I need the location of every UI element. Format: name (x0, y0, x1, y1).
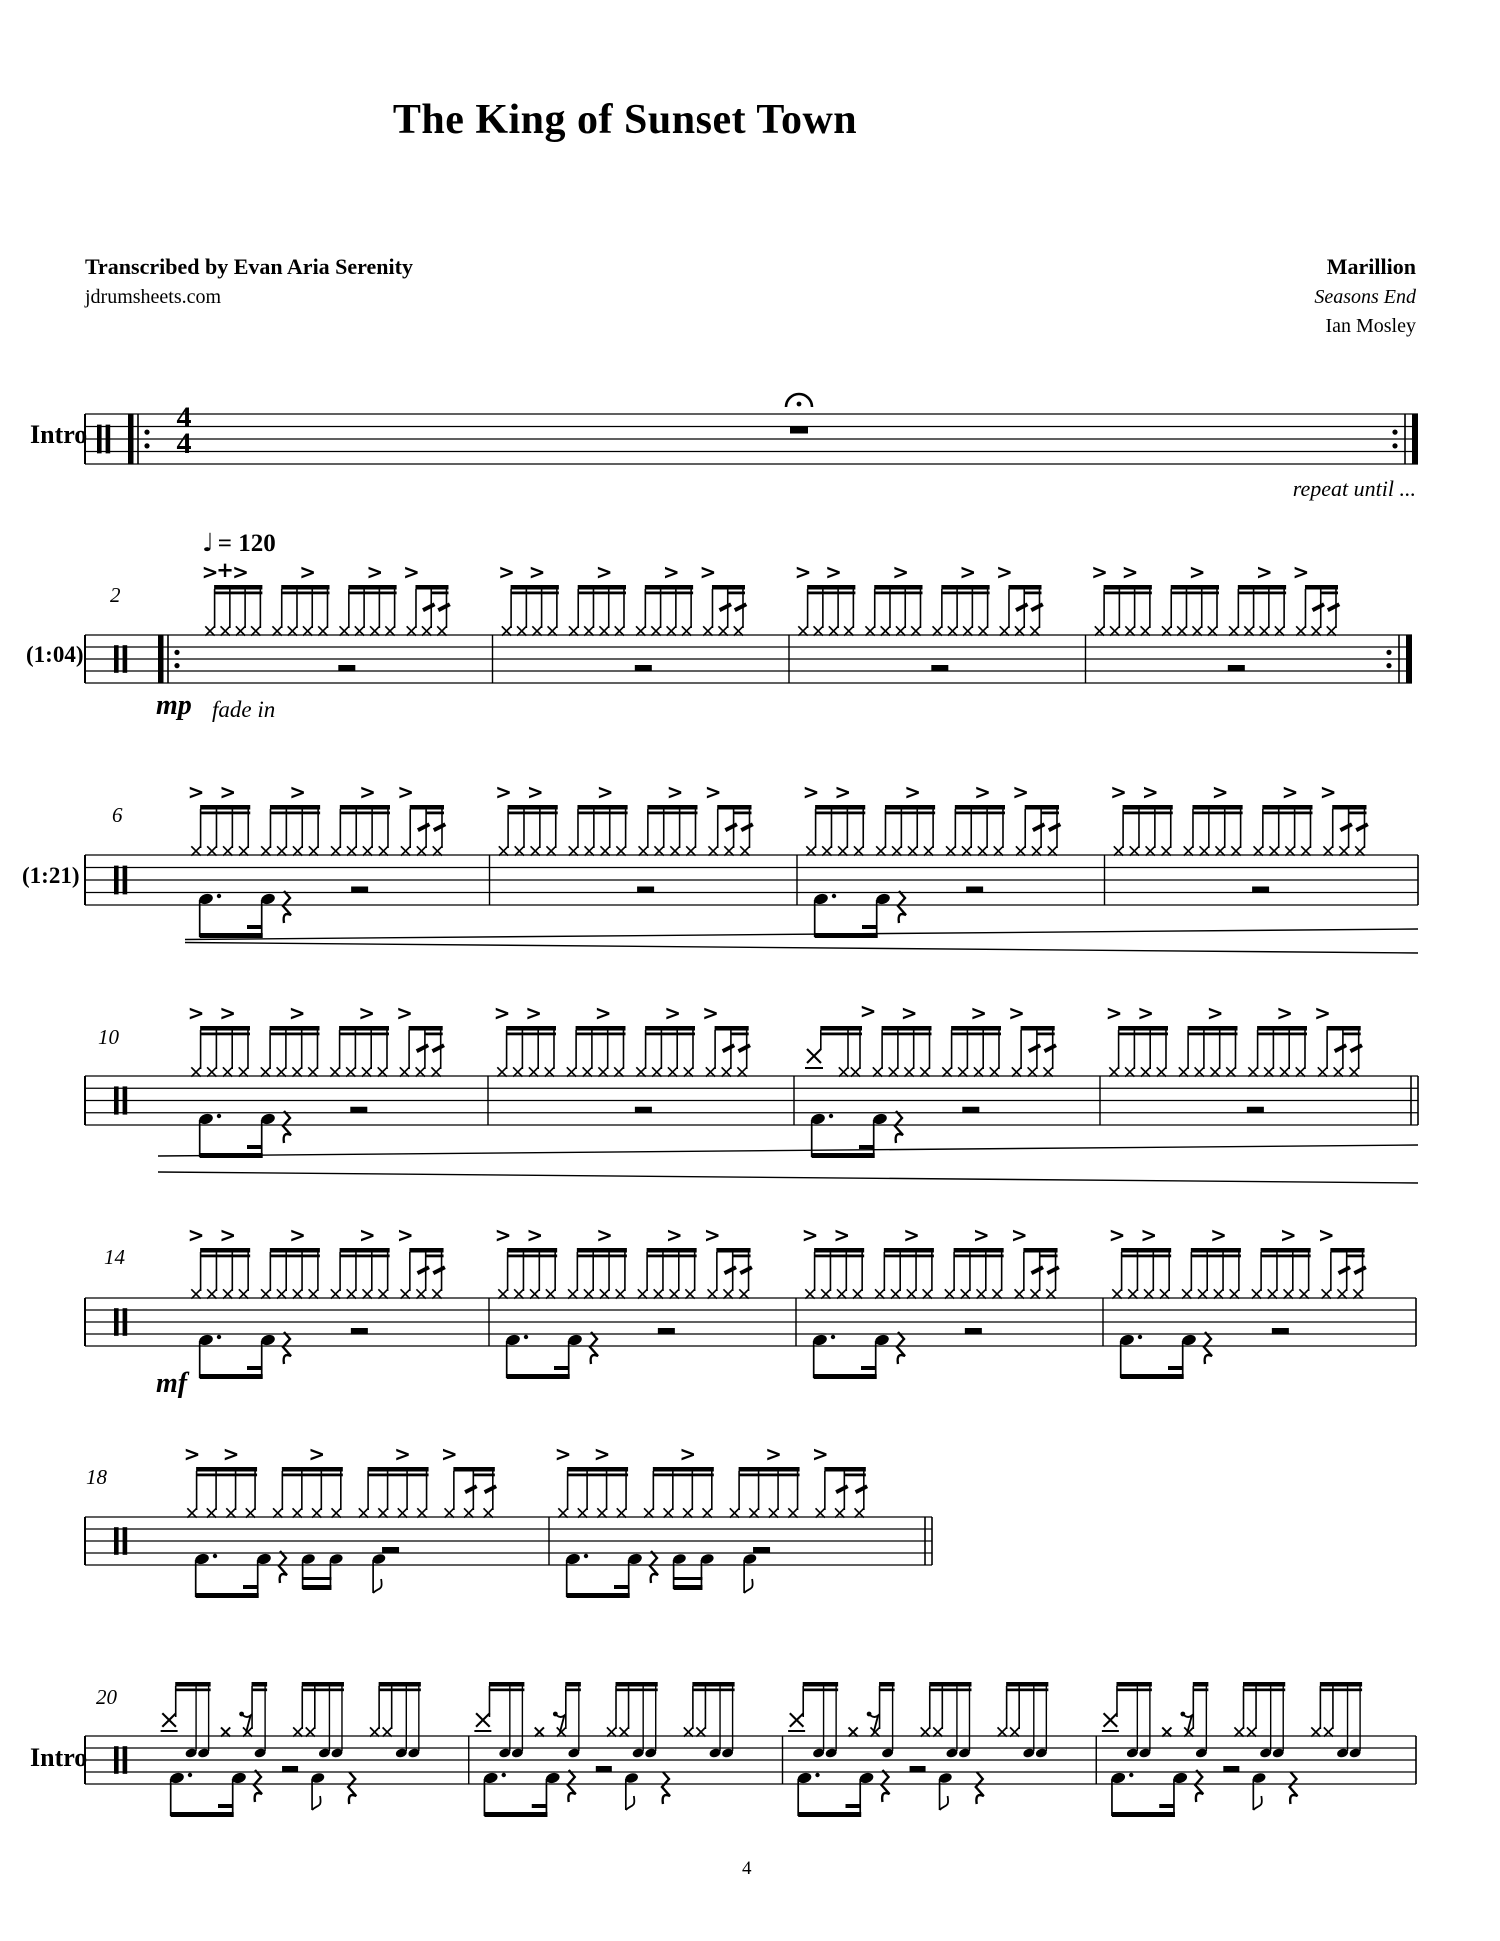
svg-text:>: > (825, 560, 842, 584)
svg-text:>: > (801, 1223, 819, 1247)
svg-text:>: > (554, 1442, 572, 1466)
dynamic-mf: mf (156, 1368, 188, 1399)
svg-text:>: > (699, 560, 717, 584)
timestamp-label-121: (1:21) (22, 863, 80, 888)
section-label-intro-2: Intro (30, 1743, 88, 1772)
svg-text:>: > (995, 560, 1013, 584)
svg-text:>: > (359, 780, 376, 804)
dynamic-mp: mp (156, 690, 192, 721)
intro-line-2-notation (85, 1682, 1416, 1817)
svg-text:>: > (187, 1223, 205, 1247)
svg-text:>: > (1314, 1001, 1331, 1025)
svg-text:>: > (1108, 1223, 1126, 1247)
svg-text:>: > (1279, 1223, 1297, 1247)
line-m18-notation (85, 1442, 932, 1598)
svg-text:>: > (1012, 780, 1030, 804)
svg-text:>: > (394, 1442, 411, 1466)
svg-text:>: > (702, 1001, 719, 1025)
credit-artist: Marillion (1326, 254, 1416, 279)
svg-text:>: > (666, 780, 684, 804)
svg-text:>: > (595, 560, 613, 584)
svg-text:>: > (833, 1223, 851, 1247)
measure-number-18: 18 (86, 1465, 107, 1489)
svg-text:>: > (288, 1001, 306, 1025)
svg-text:>: > (222, 1442, 240, 1466)
svg-text:>: > (703, 1223, 721, 1247)
tempo-note-icon: ♩ (202, 528, 214, 557)
svg-text:>: > (1317, 1223, 1335, 1247)
svg-text:>: > (900, 1001, 918, 1025)
svg-text:>: > (802, 780, 820, 804)
time-signature-bottom: 4 (176, 427, 192, 460)
credit-album: Seasons End (1314, 286, 1416, 308)
svg-text:>: > (1008, 1001, 1025, 1025)
svg-text:>: > (1319, 780, 1337, 804)
svg-text:>: > (525, 1001, 542, 1025)
svg-text:>: > (972, 1223, 990, 1247)
svg-text:>: > (593, 1442, 611, 1466)
svg-text:>: > (959, 560, 977, 584)
line-m10-notation (85, 999, 1418, 1183)
svg-text:>: > (495, 780, 512, 804)
svg-text:>: > (187, 780, 205, 804)
svg-text:>: > (665, 1223, 683, 1247)
svg-text:>: > (183, 1442, 201, 1466)
svg-text:>: > (974, 780, 991, 804)
dynamic-text-fade-in: fade in (212, 697, 276, 722)
svg-text:>: > (526, 1223, 544, 1247)
svg-text:>: > (664, 1001, 681, 1025)
svg-text:+: + (216, 558, 234, 582)
svg-text:>: > (396, 1001, 413, 1025)
credit-site: jdrumsheets.com (85, 286, 222, 308)
svg-text:>: > (1121, 560, 1139, 584)
svg-text:>: > (1281, 780, 1299, 804)
measure-number-14: 14 (104, 1245, 125, 1269)
measure-number-6: 6 (112, 803, 123, 827)
svg-text:>: > (596, 780, 614, 804)
credit-drummer: Ian Mosley (1325, 315, 1416, 337)
credit-transcriber: Transcribed by Evan Aria Serenity (85, 254, 413, 279)
svg-text:>: > (219, 1001, 236, 1025)
svg-text:>: > (498, 560, 515, 584)
svg-text:>: > (794, 560, 812, 584)
svg-text:>: > (219, 1223, 237, 1247)
page-number: 4 (742, 1858, 752, 1879)
svg-text:>: > (1188, 560, 1206, 584)
measure-number-2: 2 (110, 583, 121, 607)
tempo-value: = 120 (217, 530, 276, 557)
svg-text:>: > (289, 1223, 306, 1247)
tempo-marking (202, 528, 276, 558)
svg-text:>: > (187, 1001, 205, 1025)
svg-text:>: > (493, 1001, 511, 1025)
svg-text:>: > (1141, 780, 1159, 804)
svg-text:>: > (765, 1442, 782, 1466)
svg-text:>: > (1255, 560, 1273, 584)
measure-number-20: 20 (96, 1685, 117, 1709)
line-1-21-notation (85, 780, 1418, 953)
svg-text:>: > (834, 780, 852, 804)
line-m14-notation (85, 1223, 1416, 1379)
line-1-04-notation (85, 558, 1412, 683)
svg-text:>: > (1140, 1223, 1158, 1247)
svg-text:>: > (201, 560, 219, 584)
svg-text:>: > (596, 1223, 613, 1247)
svg-text:>: > (1276, 1001, 1293, 1025)
svg-text:>: > (397, 780, 415, 804)
svg-text:>: > (528, 560, 546, 584)
svg-text:>: > (1206, 1001, 1224, 1025)
svg-text:>: > (402, 560, 420, 584)
svg-text:>: > (1211, 780, 1229, 804)
svg-text:>: > (299, 560, 317, 584)
svg-text:>: > (232, 560, 249, 584)
measure-number-10: 10 (98, 1025, 119, 1049)
svg-text:>: > (904, 780, 922, 804)
svg-text:>: > (594, 1001, 612, 1025)
section-label-intro: Intro (30, 420, 88, 449)
svg-text:>: > (1292, 560, 1310, 584)
timestamp-label-104: (1:04) (26, 642, 84, 667)
time-signature-top: 4 (176, 401, 192, 434)
svg-text:>: > (494, 1223, 512, 1247)
svg-text:>: > (308, 1442, 326, 1466)
svg-text:>: > (1010, 1223, 1028, 1247)
svg-text:>: > (679, 1442, 697, 1466)
svg-text:>: > (970, 1001, 987, 1025)
svg-text:>: > (289, 780, 307, 804)
svg-text:>: > (1110, 780, 1127, 804)
svg-text:>: > (1105, 1001, 1123, 1025)
svg-text:>: > (1210, 1223, 1227, 1247)
svg-text:>: > (358, 1223, 376, 1247)
svg-text:>: > (526, 780, 544, 804)
repeat-instruction: repeat until ... (1292, 476, 1416, 501)
svg-text:>: > (358, 1001, 375, 1025)
intro-line-notation (85, 394, 1418, 464)
svg-text:>: > (1091, 560, 1108, 584)
svg-text:>: > (440, 1442, 458, 1466)
svg-text:>: > (366, 560, 384, 584)
svg-text:>: > (859, 999, 877, 1023)
svg-text:>: > (219, 780, 237, 804)
svg-text:>: > (662, 560, 680, 584)
page-title: The King of Sunset Town (392, 97, 858, 143)
svg-text:>: > (704, 780, 722, 804)
svg-text:>: > (903, 1223, 920, 1247)
svg-text:>: > (811, 1442, 829, 1466)
svg-text:>: > (1137, 1001, 1154, 1025)
svg-text:>: > (892, 560, 910, 584)
svg-text:>: > (396, 1223, 414, 1247)
